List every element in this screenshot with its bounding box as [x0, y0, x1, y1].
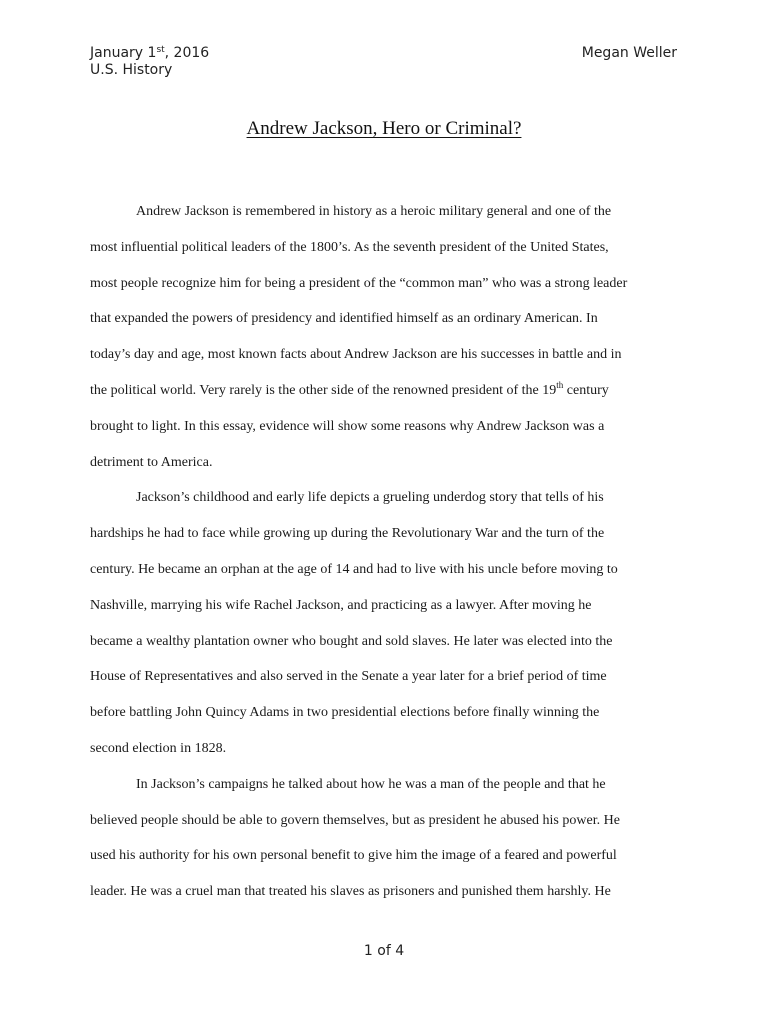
paragraph-line: used his authority for his own personal benefit to give him the image of a feared and powerful: [90, 848, 617, 864]
paragraph-line: century. He became an orphan at the age of 14 and had to live with his uncle before moving to: [90, 561, 618, 577]
paragraph-line: the political world. Very rarely is the other side of the renowned president of the 19th century: [90, 379, 609, 398]
header-date: January 1st, 2016: [90, 45, 210, 61]
paragraph-line: second election in 1828.: [90, 740, 227, 756]
header-row: [90, 45, 677, 62]
paragraph-line: before battling John Quincy Adams in two presidential elections before finally winning the: [90, 705, 600, 721]
paragraph-line: In Jackson’s campaigns he talked about how he was a man of the people and that he: [136, 776, 606, 792]
paragraph-line: hardships he had to face while growing up during the Revolutionary War and the turn of the: [90, 526, 605, 542]
date-ordinal-suffix: st: [156, 45, 165, 55]
paragraph-1: [90, 194, 680, 480]
essay-body: [90, 194, 680, 910]
paragraph-line: most people recognize him for being a president of the “common man” who was a strong leader: [90, 275, 628, 291]
paragraph-line: brought to light. In this essay, evidence will show some reasons why Andrew Jackson was a: [90, 418, 605, 434]
paragraph-line: leader. He was a cruel man that treated his slaves as prisoners and punished them harshly. He: [90, 884, 611, 900]
page-number: 1 of 4: [363, 943, 405, 959]
paragraph-line: detriment to America.: [90, 454, 213, 470]
paragraph-line: became a wealthy plantation owner who bought and sold slaves. He later was elected into the: [90, 633, 613, 649]
paragraph-line: Andrew Jackson is remembered in history as a heroic military general and one of the: [136, 204, 612, 219]
paragraph-line: believed people should be able to govern themselves, but as president he abused his power. He: [90, 812, 620, 828]
paragraph-2: [90, 480, 680, 766]
paragraph-3: [90, 767, 680, 910]
header-author: Megan Weller: [581, 45, 677, 61]
header-course: U.S. History: [90, 62, 173, 78]
paragraph-line: most influential political leaders of the 1800’s. As the seventh president of the United States,: [90, 239, 609, 255]
century-ordinal-suffix: th: [556, 379, 564, 390]
paragraph-line: that expanded the powers of presidency and identified himself as an ordinary American. In: [90, 311, 598, 327]
paragraph-line: House of Representatives and also served in the Senate a year later for a brief period of time: [90, 669, 607, 685]
paragraph-line: Jackson’s childhood and early life depicts a grueling underdog story that tells of his: [136, 490, 604, 506]
paragraph-line: Nashville, marrying his wife Rachel Jackson, and practicing as a lawyer. After moving he: [90, 597, 592, 613]
paragraph-line: today’s day and age, most known facts about Andrew Jackson are his successes in battle and in: [90, 347, 622, 363]
essay-title: Andrew Jackson, Hero or Criminal?: [246, 118, 522, 139]
document-header: [90, 45, 677, 79]
